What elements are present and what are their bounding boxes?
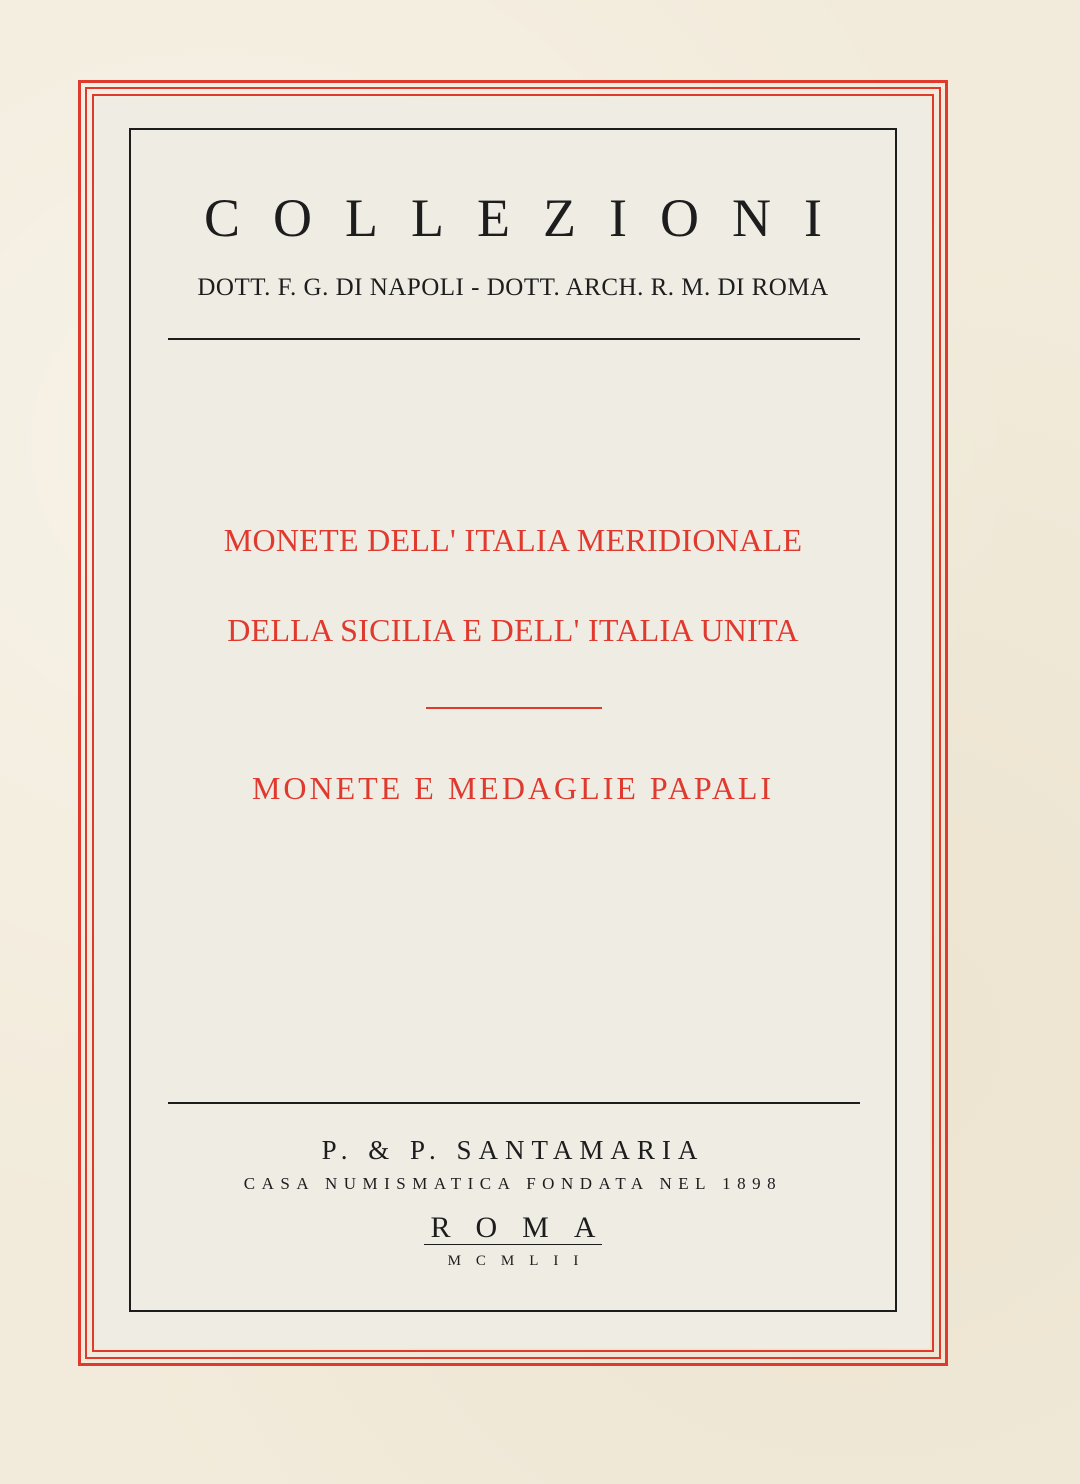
cover-title: COLLEZIONI [204,188,855,248]
section-line-3: MONETE E MEDAGLIE PAPALI [251,770,775,806]
publication-city: ROMA [430,1211,621,1244]
publisher-name: P. & P. SANTAMARIA [321,1135,705,1165]
bottom-divider [168,1102,860,1104]
section-line-1: MONETE DELL' ITALIA MERIDIONALE [223,522,803,558]
cover-subtitle: DOTT. F. G. DI NAPOLI - DOTT. ARCH. R. M. DI ROMA [197,274,829,301]
city-divider [424,1244,602,1245]
publication-year: MCMLII [447,1253,594,1269]
top-divider [168,338,860,340]
section-line-2: DELLA SICILIA E DELL' ITALIA UNITA [227,612,799,648]
red-divider [426,707,602,709]
publisher-tagline: CASA NUMISMATICA FONDATA NEL 1898 [243,1174,783,1193]
